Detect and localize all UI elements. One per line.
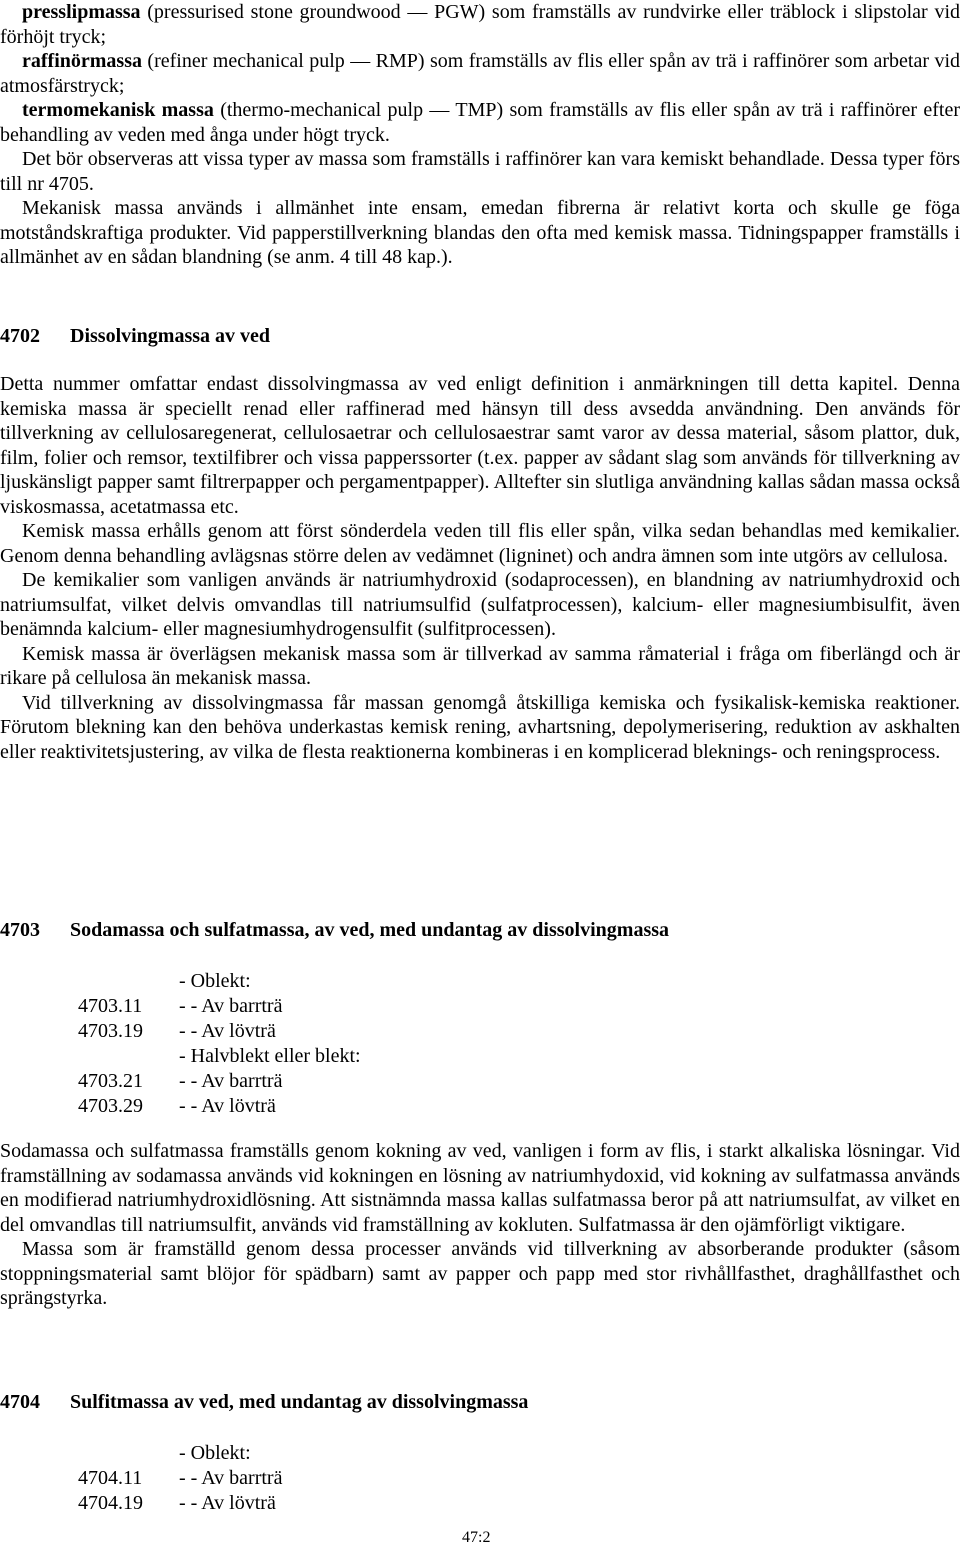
subheading-desc: - Oblekt: [179,970,251,992]
definition-term: termomekanisk massa [22,99,214,121]
subheading-row [0,1019,500,1044]
subheading-row [0,1466,500,1491]
definition-term: raffinörmassa [22,50,142,72]
subheading-desc: - - Av barrträ [179,1070,283,1092]
definition-text: (pressurised stone groundwood — PGW) som framställs av rundvirke eller träblock i slipstolar vid förhöjt tryck; [0,1,960,48]
subheading-row [0,1069,500,1094]
paragraph: Mekanisk massa används i allmänhet inte ensam, emedan fibrerna är relativt korta och skulle ge föga motståndskraftiga produkter. Vid papperstillverkning blandas den ofta med kemisk massa. Tidningspapper framställs i allmänhet av en sådan blandning (se anm. 4 till 48 kap.). [0,197,960,268]
paragraph: Det bör observeras att vissa typer av massa som framställs i raffinörer kan vara kemiskt behandlade. Dessa typer förs till nr 4705. [0,148,960,195]
subheading-row [0,1491,500,1516]
heading-number: 4702 [0,325,40,347]
section-heading-4704 [0,1390,528,1415]
intro-block [0,0,960,270]
subheading-code: 4704.19 [78,1492,143,1514]
heading-number: 4703 [0,919,40,941]
definition-term: presslipmassa [22,1,141,23]
heading-title: Dissolvingmassa av ved [70,325,271,347]
subheading-row [0,1094,500,1119]
subheading-desc: - - Av barrträ [179,1467,283,1489]
subheading-code: 4703.29 [78,1095,143,1117]
definition-item [0,49,960,98]
section-body-4703 [0,1139,960,1311]
subheading-row [0,994,500,1019]
subheading-row [0,1044,500,1069]
page-number: 47:2 [462,1529,491,1546]
heading-title: Sulfitmassa av ved, med undantag av dissolvingmassa [70,1391,529,1413]
section-heading-4702 [0,324,270,349]
paragraph: De kemikalier som vanligen används är natriumhydroxid (sodaprocessen), en blandning av natriumhydroxid och natriumsulfat, vilket delvis omvandlas till natriumsulfid (sulfatprocessen), kalcium- eller magnesiumbisulfit, även benämnda kalcium- eller magnesiumhydrogensulfit (sulfitprocessen). [0,569,960,640]
paragraph: Sodamassa och sulfatmassa framställs genom kokning av ved, vanligen i form av flis, i starkt alkaliska lösningar. Vid framställning av sodamassa används vid kokningen en lösning av natriumhydoxid, vid kokning av sulfatmassa används en modifierad natriumhydroxidlösning. Att sistnämnda massa kallas sulfatmassa beror på att natriumsulfat, av vilket en del omvandlas till natriumsulfit, används vid framställning av kokluten. Sulfatmassa är den ojämförligt viktigare. [0,1140,960,1236]
subheading-desc: - Halvblekt eller blekt: [179,1045,361,1067]
subheading-desc: - Oblekt: [179,1442,251,1464]
subheading-row [0,1441,500,1466]
definition-text: (refiner mechanical pulp — RMP) som framställs av flis eller spån av trä i raffinörer som arbetar vid atmosfärstryck; [0,50,960,97]
definition-text: (thermo-mechanical pulp — TMP) som framställs av flis eller spån av trä i raffinörer efter behandling av veden med ånga under högt tryck. [0,99,960,146]
subheading-desc: - - Av lövträ [179,1095,276,1117]
paragraph: Massa som är framställd genom dessa processer används vid tillverkning av absorberande produkter (såsom stoppningsmaterial samt blöjor för spädbarn) samt av papper och papp med stor rivhållfasthet, draghållfasthet och sprängstyrka. [0,1238,960,1309]
subheading-code: 4703.19 [78,1020,143,1042]
subheading-list-4704 [0,1441,500,1516]
subheading-code: 4703.11 [78,995,143,1017]
heading-title: Sodamassa och sulfatmassa, av ved, med undantag av dissolvingmassa [70,919,670,941]
subheading-desc: - - Av lövträ [179,1020,276,1042]
heading-number: 4704 [0,1391,40,1413]
paragraph: Vid tillverkning av dissolvingmassa får massan genomgå åtskilliga kemiska och fysikalisk-kemiska reaktioner. Förutom blekning kan den behöva underkastas kemisk rening, avhartsning, depolymerisering, reduktion av askhalten eller reaktivitetsjustering, av vilka de flesta reaktionerna kombineras i en komplicerad bleknings- och reningsprocess. [0,691,960,763]
subheading-code: 4703.21 [78,1070,143,1092]
paragraph: Kemisk massa är överlägsen mekanisk massa som är tillverkad av samma råmaterial i fråga om fiberlängd och är rikare på cellulosa än mekanisk massa. [0,642,960,689]
subheading-desc: - - Av lövträ [179,1492,276,1514]
section-heading-4703 [0,918,669,943]
subheading-code: 4704.11 [78,1467,143,1489]
definition-item [0,0,960,49]
paragraph: Detta nummer omfattar endast dissolvingmassa av ved enligt definition i anmärkningen till detta kapitel. Denna kemiska massa är speciellt renad eller raffinerad med hänsyn till dess avsedda användning. Den används för tillverkning av cellulosaregenerat, cellulosaetrar och cellulosaestrar samt varor av dessa material, såsom plattor, duk, film, folier och remsor, textilfibrer och vissa papperssorter (t.ex. papper av sådant slag som används för tillverkning av ljuskänsligt papper samt filtrerpapper och pergamentpapper). Alltefter sin slutliga användning kallas sådan massa också viskosmassa, acetatmassa etc. [0,373,960,518]
subheading-row [0,969,500,994]
definition-item [0,98,960,147]
subheading-desc: - - Av barrträ [179,995,283,1017]
paragraph: Kemisk massa erhålls genom att först sönderdela veden till flis eller spån, vilka sedan behandlas med kemikalier. Genom denna behandling avlägsnas större delen av vedämnet (ligninet) och andra ämnen som inte utgörs av cellulosa. [0,520,960,567]
section-body-4702 [0,372,960,764]
subheading-list-4703 [0,969,500,1119]
